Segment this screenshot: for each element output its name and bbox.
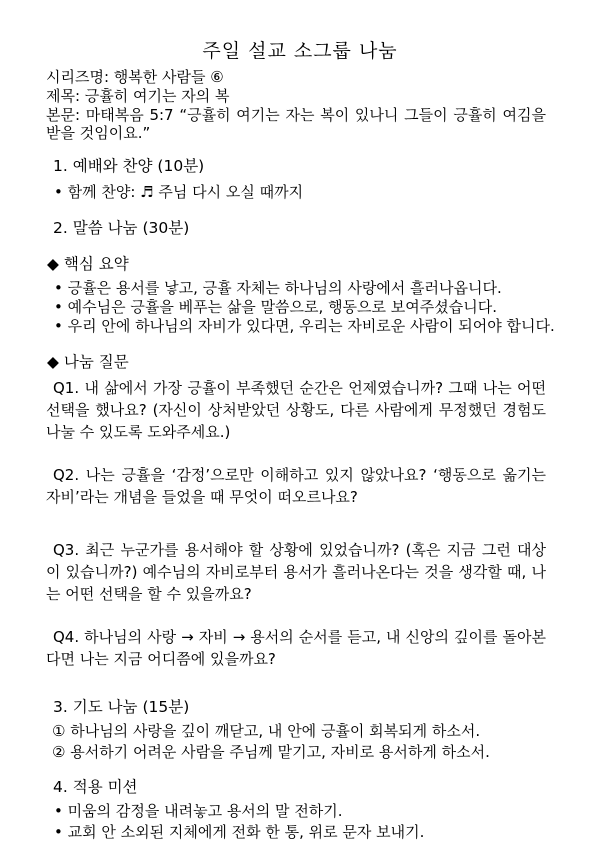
worship-heading: 1. 예배와 찬양 (10분) bbox=[53, 157, 205, 175]
summary-item: • 긍휼은 용서를 낳고, 긍휼 자체는 하나님의 사랑에서 흘러나옵니다. bbox=[54, 279, 502, 297]
mission-item: • 교회 안 소외된 지체에게 전화 한 통, 위로 문자 보내기. bbox=[54, 823, 425, 841]
mission-item: • 미움의 감정을 내려놓고 용서의 말 전하기. bbox=[54, 802, 343, 820]
document-title: 주일 설교 소그룹 나눔 bbox=[202, 40, 398, 62]
question-3: Q3. 최근 누군가를 용서해야 할 상황에 있었습니까? (혹은 지금 그런 대상이 있습니까?) 예수님의 자비로부터 용서가 흘러나온다는 것을 생각할 때, 나는 어떤 선택을 할 수 있을까요? bbox=[46, 541, 546, 603]
summary-heading: ◆ 핵심 요약 bbox=[47, 255, 129, 273]
question-2: Q2. 나는 긍휼을 ‘감정’으로만 이해하고 있지 않았나요? ‘행동으로 옮기는 자비’라는 개념을 들었을 때 무엇이 떠오르나요? bbox=[46, 466, 546, 506]
worship-item: • 함께 찬양: ♬ 주님 다시 오실 때까지 bbox=[54, 183, 304, 201]
mission-heading: 4. 적용 미션 bbox=[53, 778, 138, 796]
question-4: Q4. 하나님의 사랑 → 자비 → 용서의 순서를 듣고, 내 신앙의 깊이를 돌아본다면 나는 지금 어디쯤에 있을까요? bbox=[46, 628, 546, 668]
summary-item: • 예수님은 긍휼을 베푸는 삶을 말씀으로, 행동으로 보여주셨습니다. bbox=[54, 298, 497, 316]
sermon-title-line: 제목: 긍휼히 여기는 자의 복 bbox=[46, 87, 230, 105]
sharing-heading: 2. 말씀 나눔 (30분) bbox=[53, 219, 190, 237]
prayer-item: ① 하나님의 사랑을 깊이 깨닫고, 내 안에 긍휼이 회복되게 하소서. bbox=[52, 722, 481, 740]
prayer-item: ② 용서하기 어려운 사람을 주님께 맡기고, 자비로 용서하게 하소서. bbox=[52, 743, 490, 761]
questions-heading: ◆ 나눔 질문 bbox=[47, 353, 129, 371]
series-line: 시리즈명: 행복한 사람들 ⑥ bbox=[46, 68, 224, 86]
summary-item: • 우리 안에 하나님의 자비가 있다면, 우리는 자비로운 사람이 되어야 합니다. bbox=[54, 317, 555, 335]
scripture-passage: 본문: 마태복음 5:7 “긍휼히 여기는 자는 복이 있나니 그들이 긍휼히 여김을 받을 것임이요.” bbox=[46, 106, 546, 142]
prayer-heading: 3. 기도 나눔 (15분) bbox=[53, 698, 190, 716]
question-1: Q1. 내 삶에서 가장 긍휼이 부족했던 순간은 언제였습니까? 그때 나는 어떤 선택을 했나요? (자신이 상처받았던 상황도, 다른 사람에게 무정했던 경험도 나눌 수 있도록 도와주세요.) bbox=[46, 379, 546, 441]
